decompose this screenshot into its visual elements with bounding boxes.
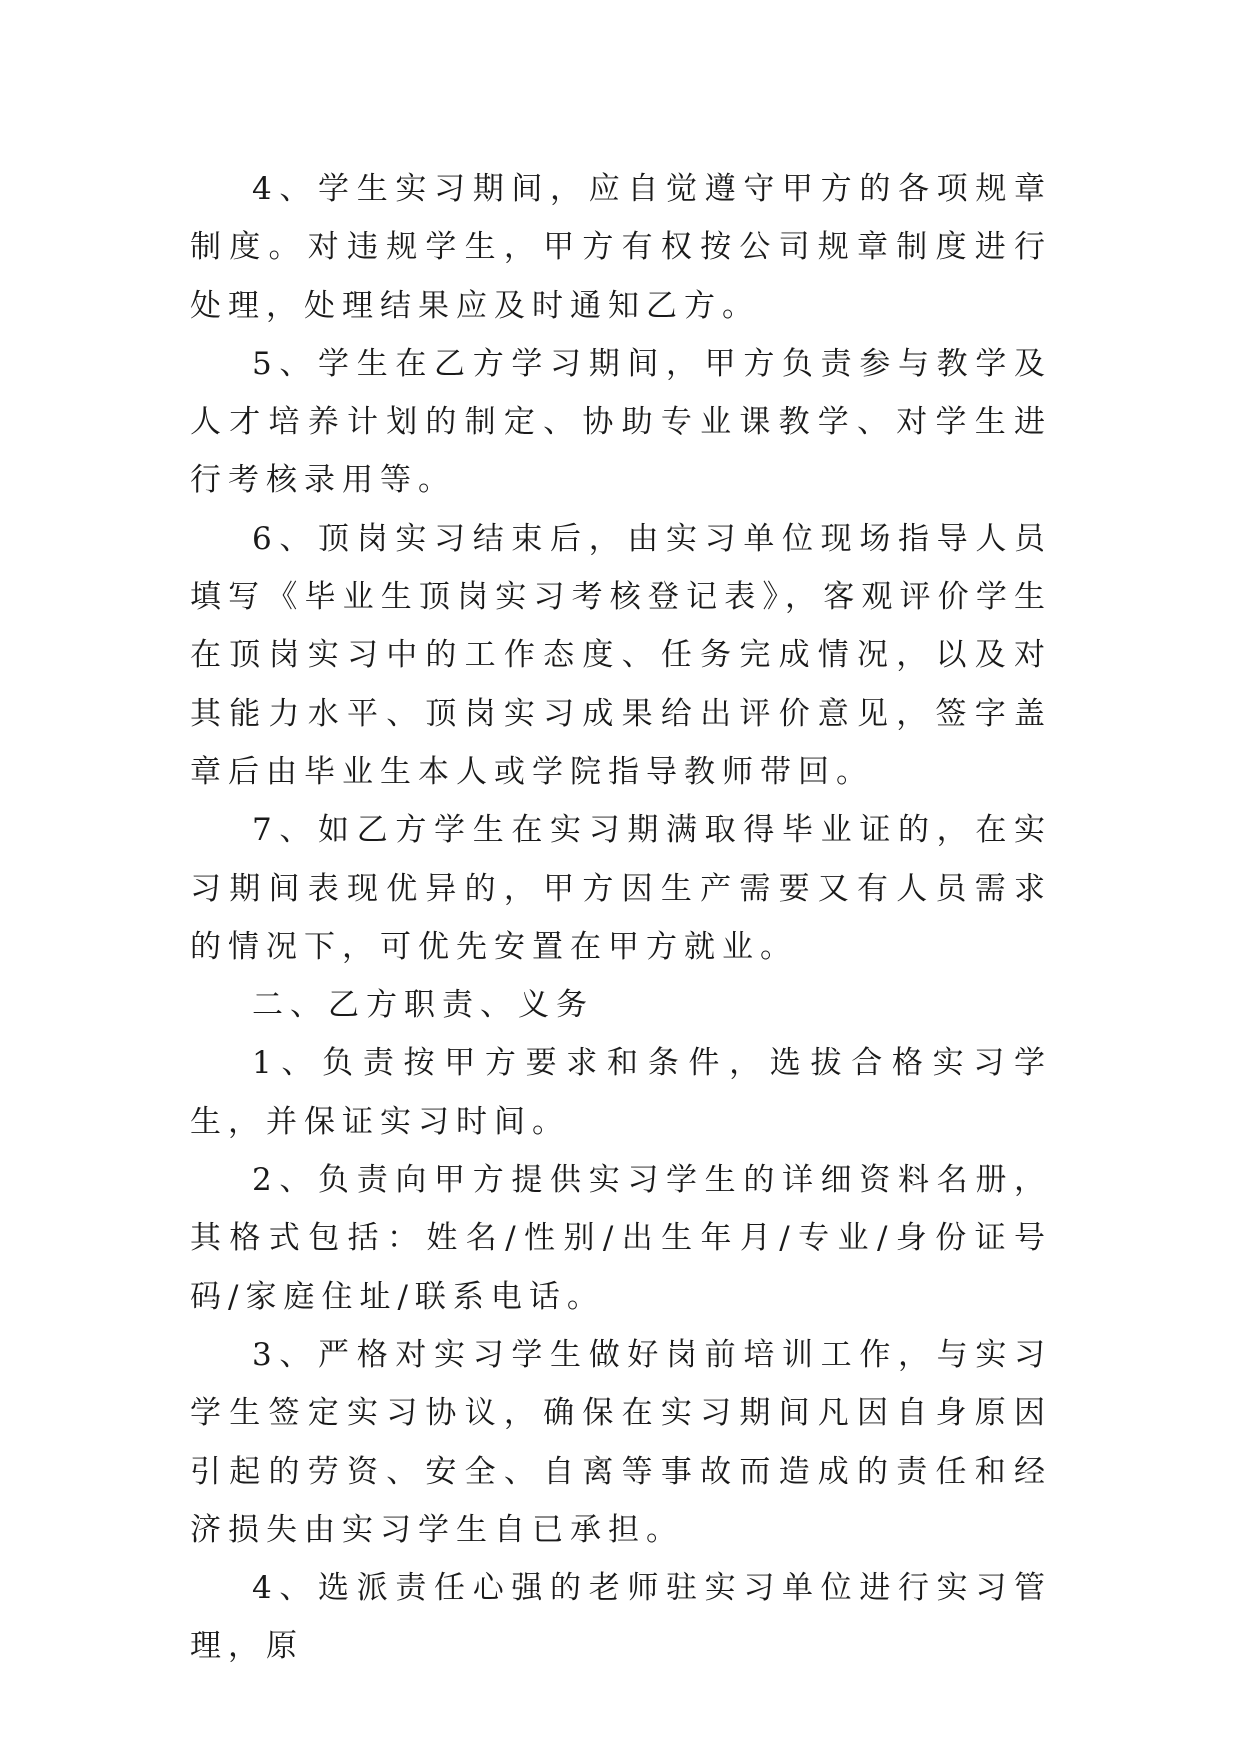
paragraph-duty-2: 2、负责向甲方提供实习学生的详细资料名册，其格式包括：姓名/性别/出生年月/专业/身份证号码/家庭住址/联系电话。 xyxy=(190,1162,1052,1315)
section-heading-party-b-duties: 二、乙方职责、义务 xyxy=(252,987,594,1024)
paragraph-item-7: 7、如乙方学生在实习期满取得毕业证的，在实习期间表现优异的，甲方因生产需要又有人员需求的情况下，可优先安置在甲方就业。 xyxy=(190,812,1052,965)
paragraph-item-5: 5、学生在乙方学习期间，甲方负责参与教学及人才培养计划的制定、协助专业课教学、对学生进行考核录用等。 xyxy=(190,345,1052,499)
paragraph-item-4: 4、学生实习期间，应自觉遵守甲方的各项规章制度。对违规学生，甲方有权按公司规章制度进行处理，处理结果应及时通知乙方。 xyxy=(190,171,1052,324)
paragraph-duty-3: 3、严格对实习学生做好岗前培训工作，与实习学生签定实习协议，确保在实习期间凡因自身原因引起的劳资、安全、自离等事故而造成的责任和经济损失由实习学生自已承担。 xyxy=(190,1336,1052,1548)
paragraph-duty-1: 1、负责按甲方要求和条件，选拔合格实习学生，并保证实习时间。 xyxy=(190,1045,1052,1140)
document-body xyxy=(190,160,1052,1676)
paragraph-duty-4: 4、选派责任心强的老师驻实习单位进行实习管理，原 xyxy=(190,1570,1052,1665)
paragraph-item-6: 6、顶岗实习结束后，由实习单位现场指导人员填写《毕业生顶岗实习考核登记表》，客观评价学生在顶岗实习中的工作态度、任务完成情况，以及对其能力水平、顶岗实习成果给出评价意见，签字盖章后由毕业生本人或学院指导教师带回。 xyxy=(190,520,1052,790)
